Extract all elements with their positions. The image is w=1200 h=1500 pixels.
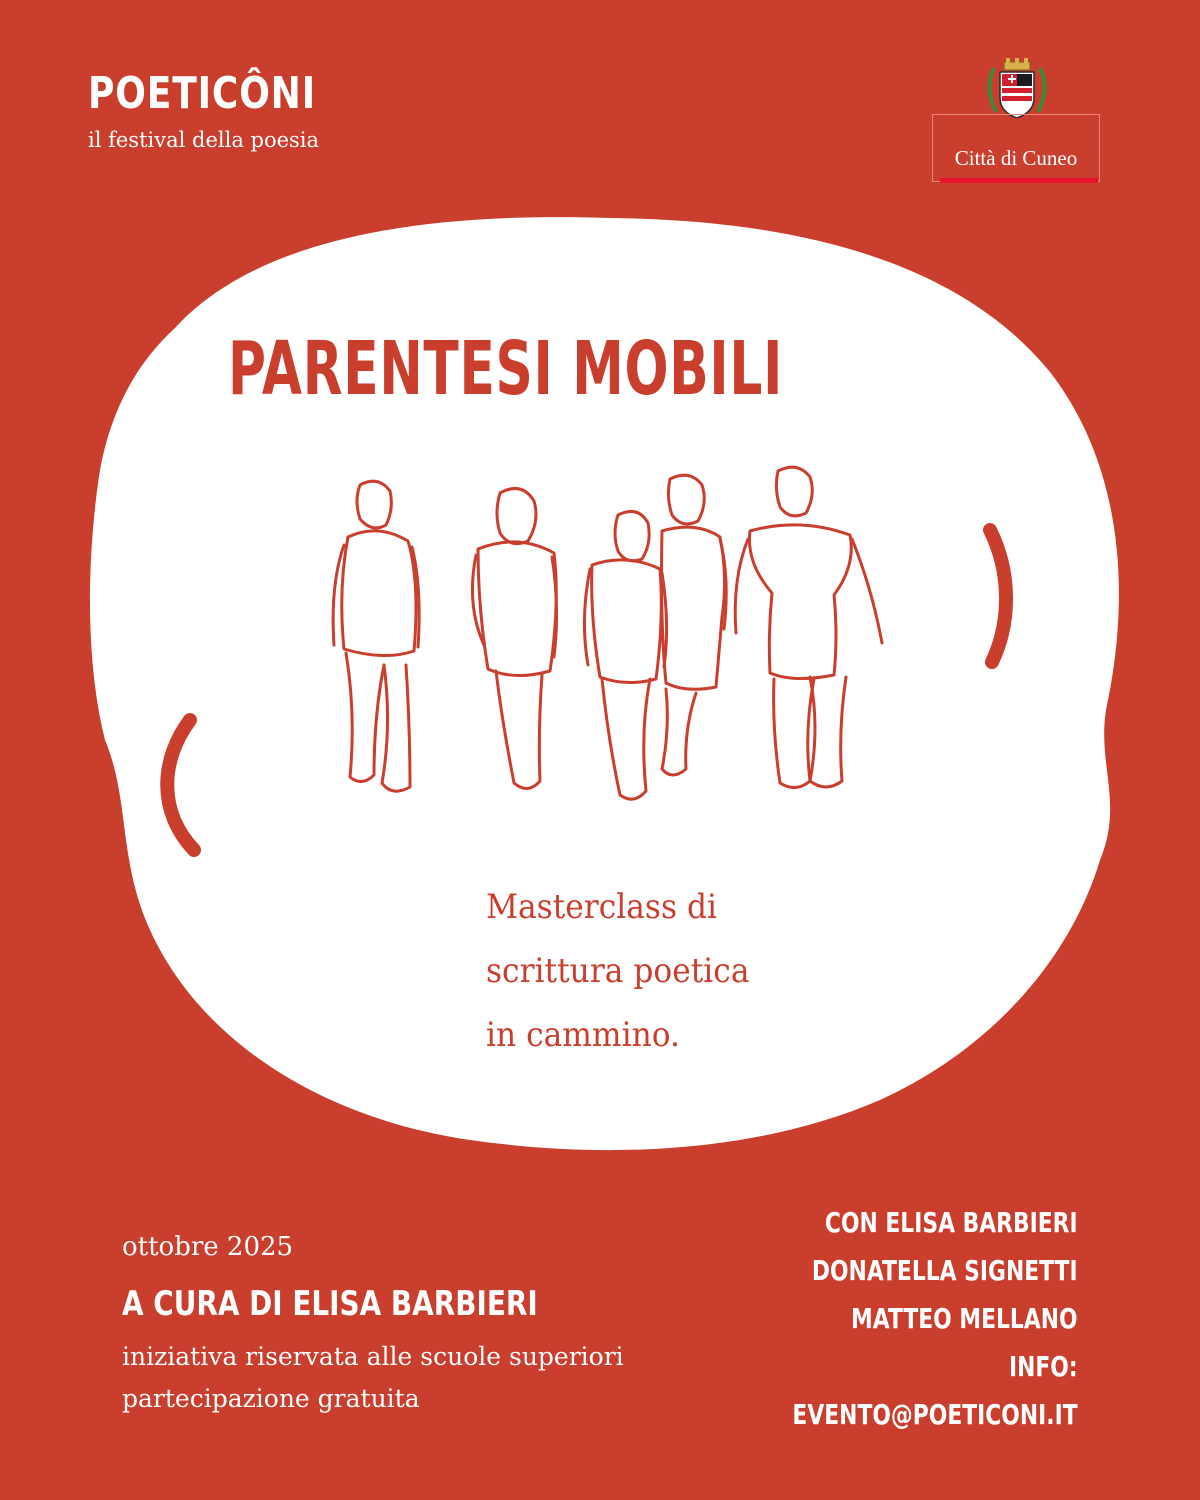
subtitle-line-3: in cammino. [486, 1015, 680, 1055]
contact-email[interactable]: EVENTO@POETICONI.IT [792, 1398, 1078, 1431]
walking-people-illustration [300, 465, 900, 835]
subtitle-line-2: scrittura poetica [486, 951, 750, 991]
info-label: INFO: [1009, 1350, 1078, 1383]
brand-tagline: il festival della poesia [88, 128, 320, 152]
credit-line-2: DONATELLA SIGNETTI [812, 1254, 1078, 1287]
event-info [122, 1232, 629, 1426]
subtitle-line-1: Masterclass di [486, 887, 718, 927]
detail-line-2: partecipazione gratuita [122, 1384, 420, 1413]
subtitle [486, 887, 772, 1082]
brand-name: POETICÔNI [88, 68, 316, 119]
city-label: Città di Cuneo [954, 146, 1078, 170]
event-date: ottobre 2025 [122, 1232, 294, 1262]
page-title: PARENTESI MOBILI [228, 326, 784, 412]
credits [712, 1206, 1078, 1446]
curator: A CURA DI ELISA BARBIERI [122, 1284, 538, 1324]
credit-line-1: CON ELISA BARBIERI [825, 1206, 1078, 1239]
credit-line-3: MATTEO MELLANO [851, 1302, 1078, 1335]
detail-line-1: iniziativa riservata alle scuole superiori [122, 1342, 624, 1371]
